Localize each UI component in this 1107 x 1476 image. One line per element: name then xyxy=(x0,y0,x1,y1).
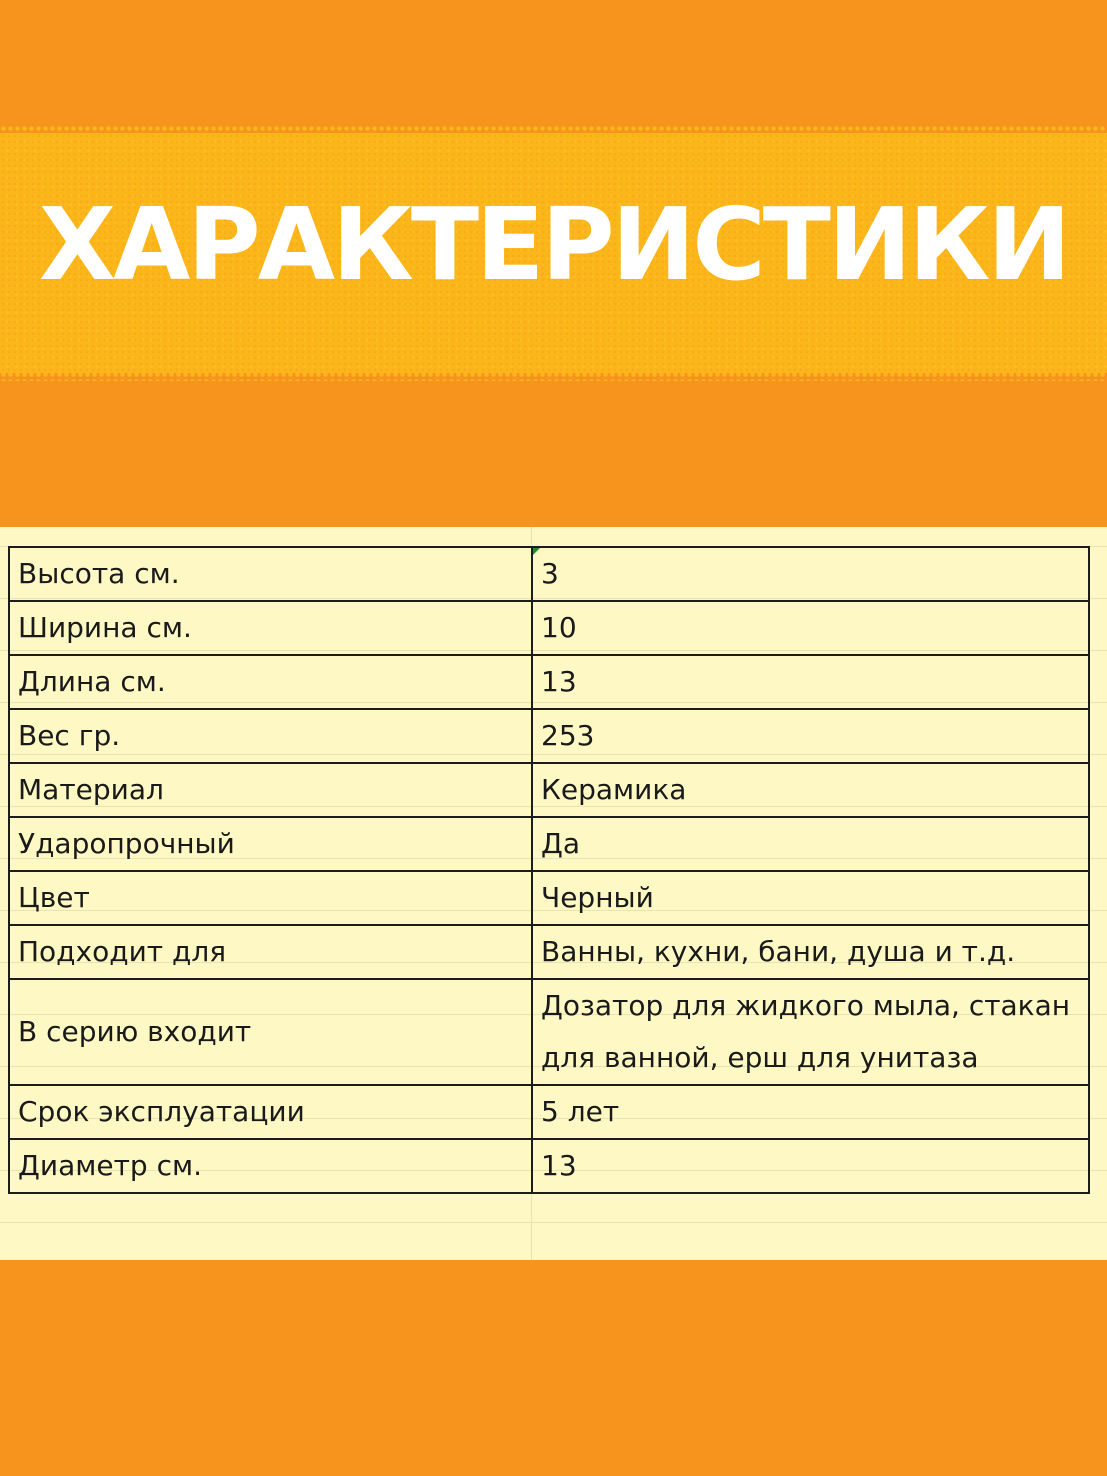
table-row xyxy=(9,655,1089,709)
table-row xyxy=(9,1139,1089,1193)
spec-value[interactable]: Ванны, кухни, бани, душа и т.д. xyxy=(532,925,1089,979)
spec-value[interactable]: 10 xyxy=(532,601,1089,655)
table-row xyxy=(9,817,1089,871)
table-row xyxy=(9,979,1089,1085)
spec-label[interactable]: В серию входит xyxy=(9,979,532,1085)
spec-label[interactable]: Подходит для xyxy=(9,925,532,979)
spec-value[interactable]: 13 xyxy=(532,655,1089,709)
spec-value[interactable]: Черный xyxy=(532,871,1089,925)
title-banner xyxy=(0,133,1107,373)
spec-label[interactable]: Длина см. xyxy=(9,655,532,709)
spec-value[interactable]: Дозатор для жидкого мыла, стакан для ванной, ерш для унитаза xyxy=(532,979,1089,1085)
spec-value[interactable]: Да xyxy=(532,817,1089,871)
banner-brush-edge-bottom xyxy=(0,371,1107,381)
banner-brush-edge-top xyxy=(0,125,1107,135)
spec-label[interactable]: Вес гр. xyxy=(9,709,532,763)
spec-label[interactable]: Высота см. xyxy=(9,547,532,601)
spec-value[interactable]: 13 xyxy=(532,1139,1089,1193)
table-row xyxy=(9,1085,1089,1139)
spec-label[interactable]: Цвет xyxy=(9,871,532,925)
spreadsheet-area xyxy=(0,527,1107,1260)
page-title: ХАРАКТЕРИСТИКИ xyxy=(38,186,1069,303)
spec-label[interactable]: Срок эксплуатации xyxy=(9,1085,532,1139)
spec-label[interactable]: Ударопрочный xyxy=(9,817,532,871)
specs-table xyxy=(8,546,1090,1194)
spec-label[interactable]: Диаметр см. xyxy=(9,1139,532,1193)
spec-label[interactable]: Ширина см. xyxy=(9,601,532,655)
spec-value[interactable]: 5 лет xyxy=(532,1085,1089,1139)
table-row xyxy=(9,601,1089,655)
spec-label[interactable]: Материал xyxy=(9,763,532,817)
table-row xyxy=(9,763,1089,817)
spec-value[interactable]: 3 xyxy=(532,547,1089,601)
spec-value[interactable]: 253 xyxy=(532,709,1089,763)
spec-value[interactable]: Керамика xyxy=(532,763,1089,817)
table-row xyxy=(9,547,1089,601)
table-row xyxy=(9,925,1089,979)
table-row xyxy=(9,709,1089,763)
table-row xyxy=(9,871,1089,925)
